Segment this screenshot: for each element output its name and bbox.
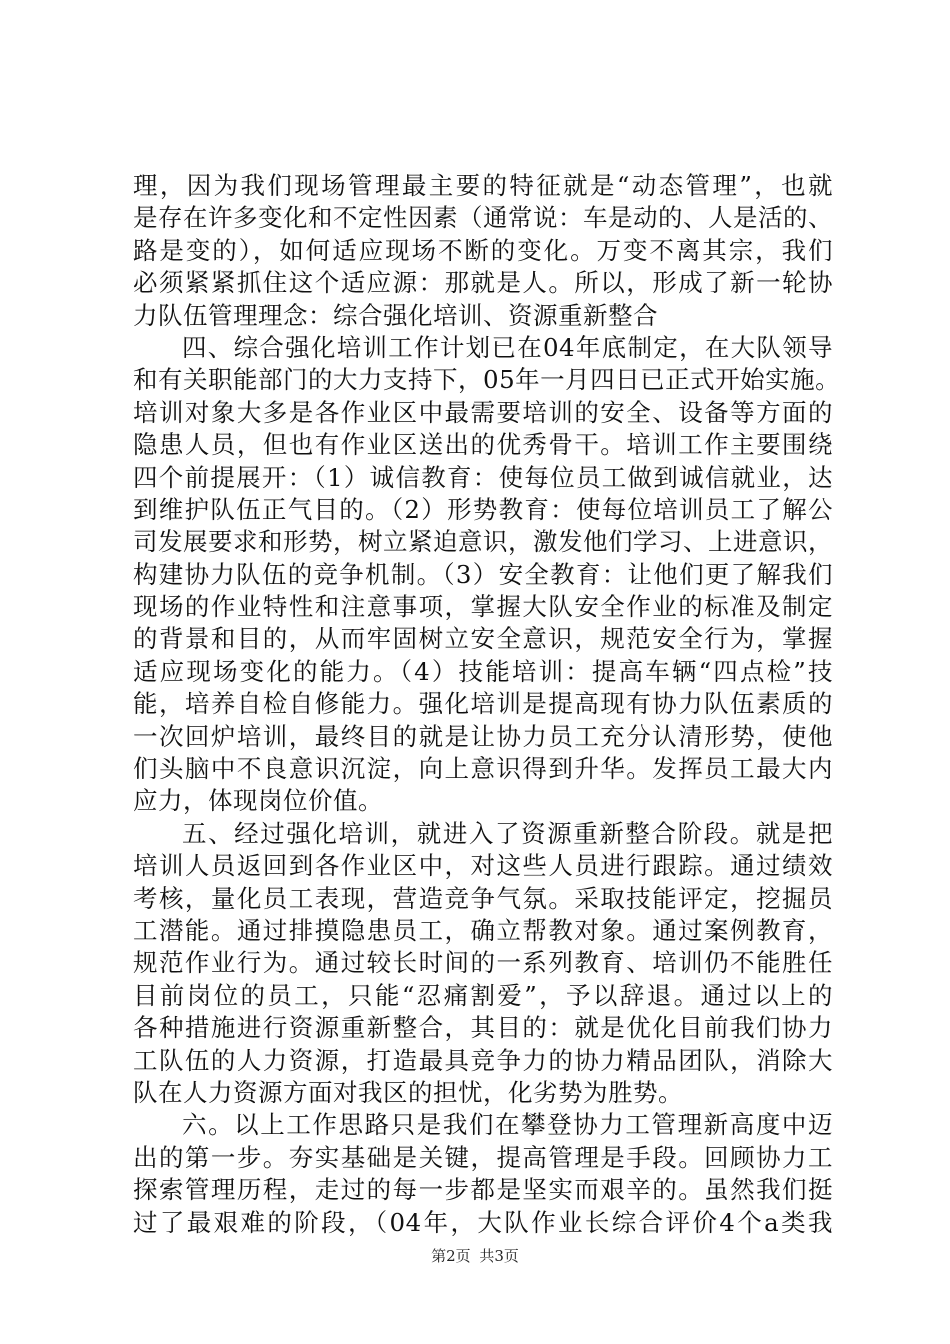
text-line: 和有关职能部门的大力支持下，05年一月四日已正式开始实施。 <box>133 365 841 395</box>
text-line: 目前岗位的员工，只能“忍痛割爱”，予以辞退。通过以上的 <box>133 980 833 1010</box>
text-line: 过了最艰难的阶段，（04年，大队作业长综合评价4个a类我 <box>133 1207 833 1237</box>
text-line: 规范作业行为。通过较长时间的一系列教育、培训仍不能胜任 <box>133 948 833 978</box>
paragraph-start-line: 五、经过强化培训，就进入了资源重新整合阶段。就是把 <box>182 818 833 848</box>
text-line: 培训人员返回到各作业区中，对这些人员进行跟踪。通过绩效 <box>133 851 833 881</box>
text-line: 到维护队伍正气目的。（2）形势教育：使每位培训员工了解公 <box>133 494 833 524</box>
text-line: 们头脑中不良意识沉淀，向上意识得到升华。发挥员工最大内 <box>133 754 833 784</box>
text-line: 一次回炉培训，最终目的就是让协力员工充分认清形势，使他 <box>133 721 833 751</box>
text-line: 构建协力队伍的竞争机制。（3）安全教育：让他们更了解我们 <box>133 559 833 589</box>
text-line: 能，培养自检自修能力。强化培训是提高现有协力队伍素质的 <box>133 689 833 719</box>
text-line: 工队伍的人力资源，打造最具竞争力的协力精品团队，消除大 <box>133 1045 833 1075</box>
text-line: 隐患人员，但也有作业区送出的优秀骨干。培训工作主要围绕 <box>133 430 833 460</box>
body-text <box>133 170 841 1239</box>
text-line: 现场的作业特性和注意事项，掌握大队安全作业的标准及制定 <box>133 592 833 622</box>
paragraph-start-line: 六。以上工作思路只是我们在攀登协力工管理新高度中迈 <box>182 1110 833 1140</box>
text-line: 适应现场变化的能力。（4）技能培训：提高车辆“四点检”技 <box>133 656 833 686</box>
text-line: 应力，体现岗位价值。 <box>133 786 383 816</box>
text-line: 探索管理历程，走过的每一步都是坚实而艰辛的。虽然我们挺 <box>133 1175 833 1205</box>
text-line: 必须紧紧抓住这个适应源：那就是人。所以，形成了新一轮协 <box>133 268 833 298</box>
text-line: 力队伍管理理念：综合强化培训、资源重新整合 <box>133 300 658 330</box>
text-line: 考核，量化员工表现，营造竞争气氛。采取技能评定，挖掘员 <box>133 883 833 913</box>
text-line: 理，因为我们现场管理最主要的特征就是“动态管理”，也就 <box>133 171 833 200</box>
text-line: 工潜能。通过排摸隐患员工，确立帮教对象。通过案例教育， <box>133 915 833 945</box>
text-line: 四个前提展开：（1）诚信教育：使每位员工做到诚信就业，达 <box>133 462 833 492</box>
text-line: 各种措施进行资源重新整合，其目的：就是优化目前我们协力 <box>133 1013 833 1043</box>
text-line: 出的第一步。夯实基础是关键，提高管理是手段。回顾协力工 <box>133 1142 833 1172</box>
text-line: 司发展要求和形势，树立紧迫意识，激发他们学习、上进意识， <box>133 527 833 557</box>
text-line: 的背景和目的，从而牢固树立安全意识，规范安全行为，掌握 <box>133 624 833 654</box>
paragraph-start-line: 四、综合强化培训工作计划已在04年底制定，在大队领导 <box>182 332 833 362</box>
page-number: 第2页 <box>431 1247 471 1265</box>
page-footer <box>0 1245 950 1266</box>
text-line: 是存在许多变化和不定性因素（通常说：车是动的、人是活的、 <box>133 203 833 233</box>
text-line: 培训对象大多是各作业区中最需要培训的安全、设备等方面的 <box>133 397 833 427</box>
text-line: 路是变的），如何适应现场不断的变化。万变不离其宗，我们 <box>133 235 833 265</box>
page-total: 共3页 <box>479 1247 519 1265</box>
text-line: 队在人力资源方面对我区的担忧，化劣势为胜势。 <box>133 1077 683 1107</box>
